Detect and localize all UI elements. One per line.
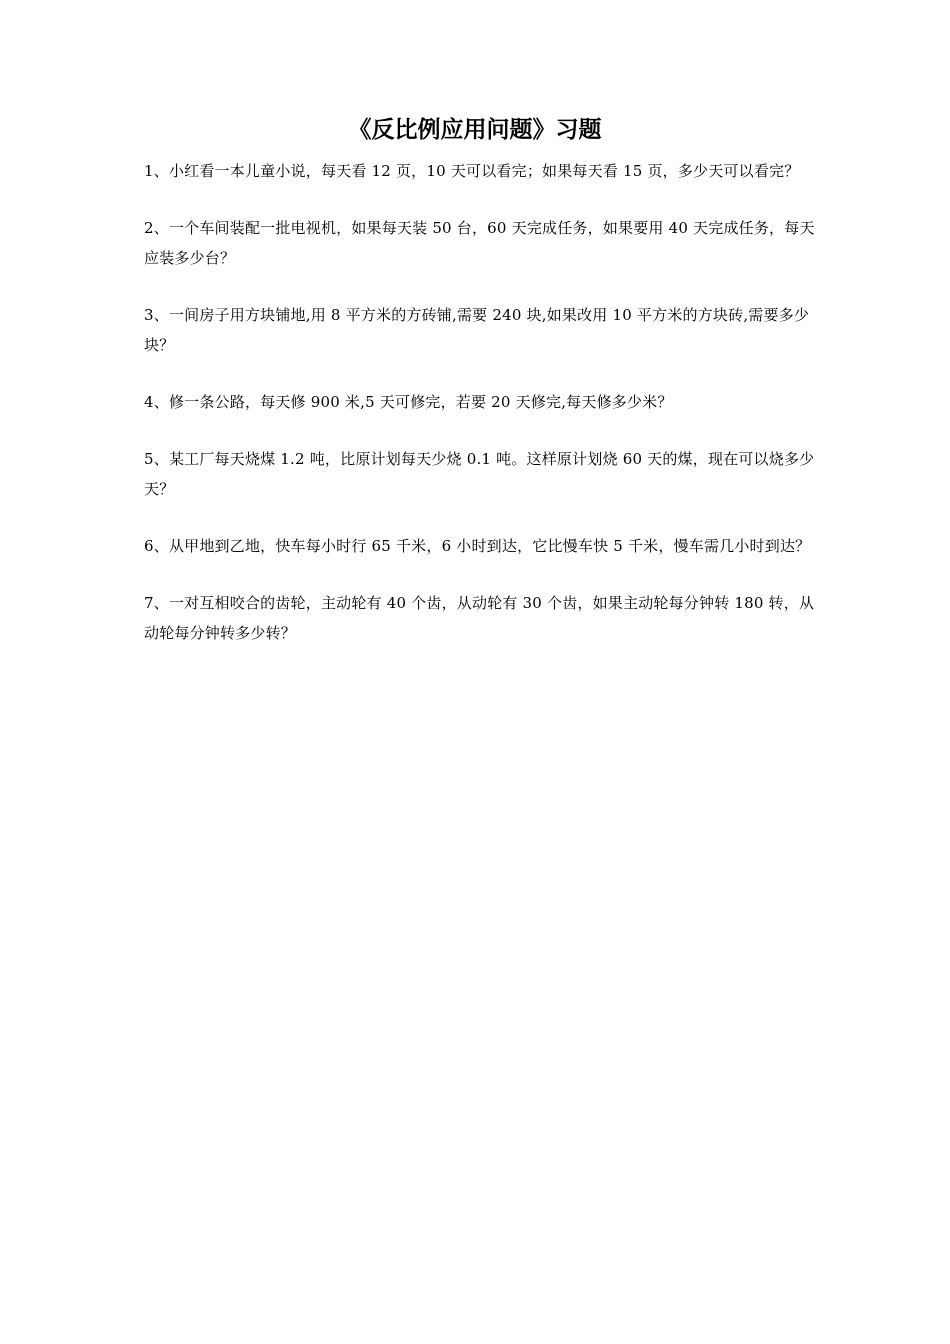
question-item: 4、修一条公路，每天修 900 米,5 天可修完，若要 20 天修完,每天修多少米？ xyxy=(144,393,673,411)
question-list xyxy=(144,156,824,675)
question-item: 5、某工厂每天烧煤 1.2 吨，比原计划每天少烧 0.1 吨。这样原计划烧 60 天的煤，现在可以烧多少天？ xyxy=(144,450,815,498)
question-item: 2、一个车间装配一批电视机，如果每天装 50 台，60 天完成任务，如果要用 40 天完成任务，每天应装多少台？ xyxy=(144,219,815,267)
document-title: 《反比例应用问题》习题 xyxy=(348,117,602,143)
question-item: 7、一对互相咬合的齿轮，主动轮有 40 个齿，从动轮有 30 个齿，如果主动轮每分钟转 180 转，从动轮每分钟转多少转？ xyxy=(144,594,815,642)
question-item: 6、从甲地到乙地，快车每小时行 65 千米，6 小时到达，它比慢车快 5 千米，慢车需几小时到达？ xyxy=(144,537,811,555)
question-item: 3、一间房子用方块铺地,用 8 平方米的方砖铺,需要 240 块,如果改用 10 平方米的方块砖,需要多少块？ xyxy=(144,306,810,354)
question-item: 1、小红看一本儿童小说，每天看 12 页，10 天可以看完；如果每天看 15 页，多少天可以看完？ xyxy=(144,162,800,180)
